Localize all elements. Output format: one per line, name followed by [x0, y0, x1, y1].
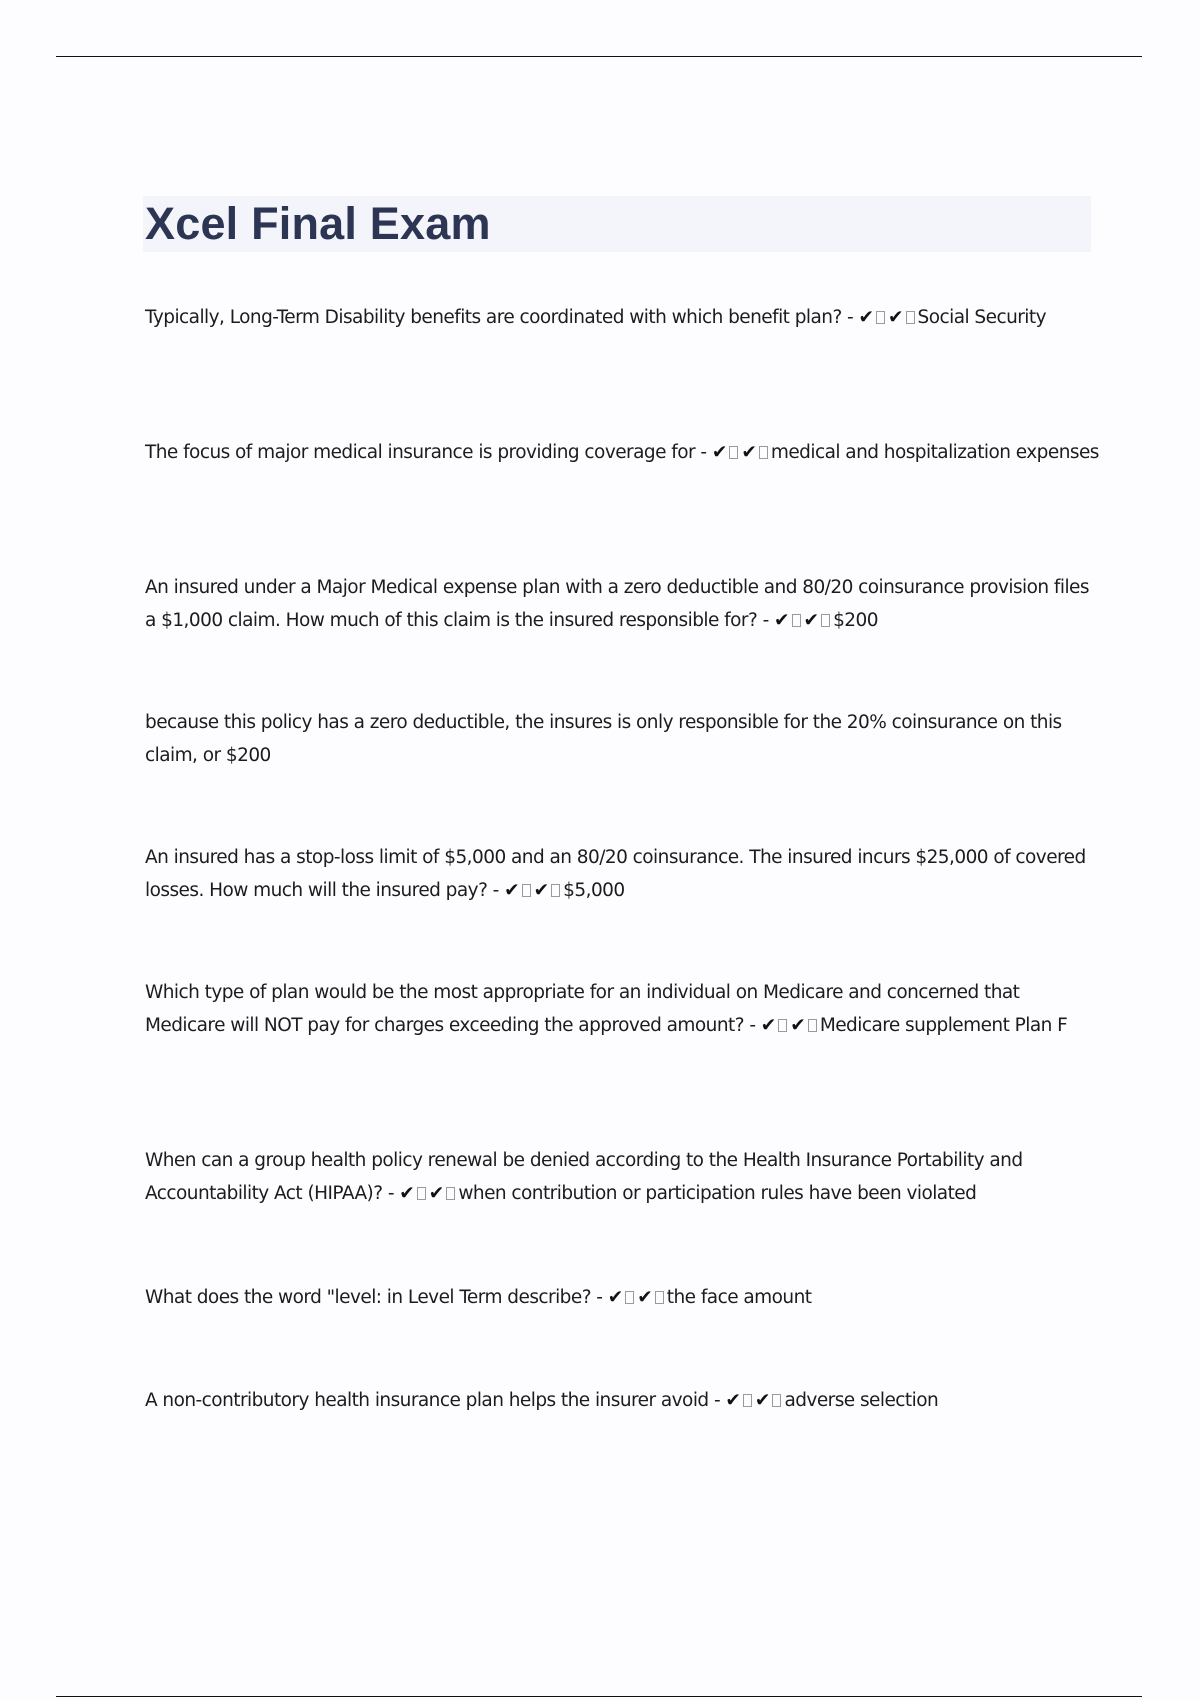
question-text: When can a group health policy renewal be denied according to the Health Insurance Portability and Accountability Act (HIPAA)?: [145, 1150, 1023, 1204]
qa-item-2: [145, 437, 1100, 470]
qa-item-9: [145, 1385, 1100, 1418]
separator: -: [757, 609, 775, 631]
question-text: Which type of plan would be the most appropriate for an individual on Medicare and concerned that Medicare will NOT pay for charges exceeding the approved amount?: [145, 982, 1020, 1036]
check-box-check-box-icon: ✔ ✔: [859, 307, 918, 328]
check-box-check-box-icon: ✔ ✔: [504, 880, 563, 901]
check-box-check-box-icon: ✔ ✔: [725, 1390, 784, 1411]
answer-text: $200: [833, 609, 878, 631]
page-title: Xcel Final Exam: [145, 198, 491, 249]
check-box-check-box-icon: ✔ ✔: [399, 1183, 458, 1204]
check-box-check-box-icon: ✔ ✔: [761, 1015, 820, 1036]
bottom-rule: [56, 1696, 1142, 1697]
question-text: The focus of major medical insurance is providing coverage for: [145, 442, 696, 463]
separator: -: [743, 1014, 761, 1036]
answer-text: medical and hospitalization expenses: [770, 442, 1099, 463]
explanation-text: because this policy has a zero deductible, the insures is only responsible for the 20% coinsurance on this claim, or $200: [145, 712, 1062, 766]
question-text: What does the word "level: in Level Term describe?: [145, 1287, 591, 1308]
separator: -: [590, 1287, 608, 1308]
answer-text: adverse selection: [784, 1390, 939, 1411]
qa-item-3: [145, 572, 1100, 637]
qa-item-7: [145, 1145, 1100, 1210]
check-box-check-box-icon: ✔ ✔: [608, 1287, 667, 1308]
separator: -: [382, 1182, 400, 1204]
answer-text: the face amount: [666, 1287, 812, 1308]
separator: -: [841, 307, 859, 328]
check-box-check-box-icon: ✔ ✔: [712, 442, 771, 463]
qa-item-1: [145, 302, 1100, 335]
question-text: An insured has a stop-loss limit of $5,000 and an 80/20 coinsurance. The insured incurs $25,000 of covered losses. How much will the insured pay?: [145, 847, 1086, 901]
separator: -: [708, 1390, 726, 1411]
qa-item-6: [145, 977, 1100, 1042]
check-box-check-box-icon: ✔ ✔: [774, 610, 833, 631]
top-rule: [56, 56, 1142, 57]
separator: -: [487, 879, 505, 901]
answer-text: when contribution or participation rules have been violated: [458, 1182, 977, 1204]
answer-text: $5,000: [563, 879, 625, 901]
question-text: Typically, Long-Term Disability benefits are coordinated with which benefit plan?: [145, 307, 842, 328]
question-text: A non-contributory health insurance plan helps the insurer avoid: [145, 1390, 709, 1411]
separator: -: [695, 442, 712, 463]
question-text: An insured under a Major Medical expense plan with a zero deductible and 80/20 coinsurance provision files a $1,000 claim. How much of this claim is the insured responsible for?: [145, 577, 1089, 631]
qa-item-5: [145, 842, 1100, 907]
answer-text: Social Security: [917, 307, 1046, 328]
answer-text: Medicare supplement Plan F: [819, 1014, 1068, 1036]
qa-item-8: [145, 1282, 1100, 1315]
